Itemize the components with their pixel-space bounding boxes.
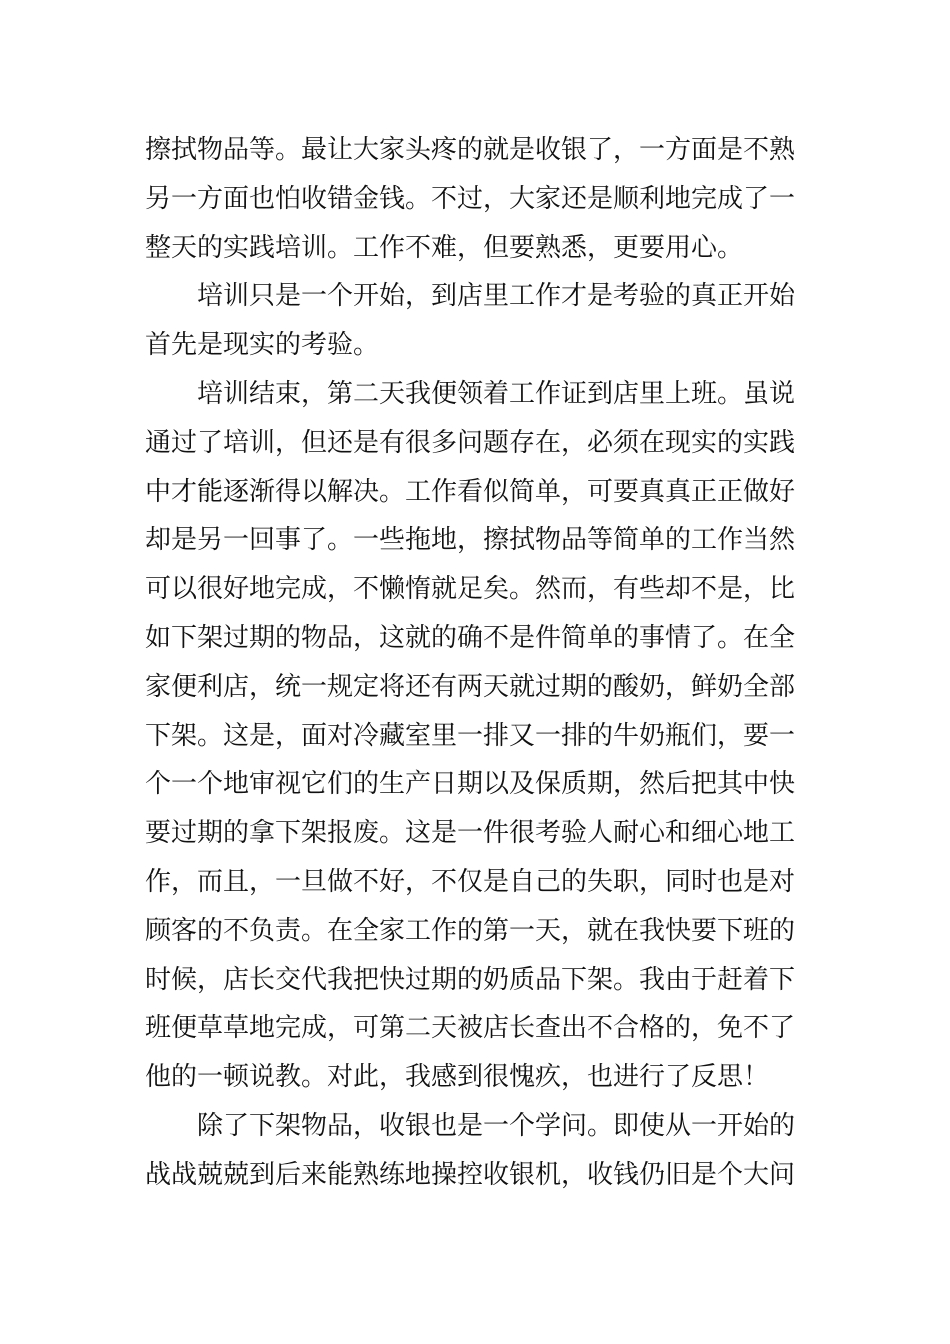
text-line: 如下架过期的物品，这就的确不是件简单的事情了。在全 — [145, 622, 796, 653]
text-line: 时候，店长交代我把快过期的奶质品下架。我由于赶着下 — [145, 964, 796, 995]
text-line: 可以很好地完成，不懒惰就足矣。然而，有些却不是，比 — [145, 574, 796, 605]
text-line: 家便利店，统一规定将还有两天就过期的酸奶，鲜奶全部 — [145, 671, 796, 702]
paragraph-start-line: 培训结束，第二天我便领着工作证到店里上班。虽说 — [197, 378, 796, 409]
text-line: 战战兢兢到后来能熟练地操控收银机，收钱仍旧是个大问 — [145, 1159, 796, 1190]
text-line: 中才能逐渐得以解决。工作看似简单，可要真真正正做好 — [145, 476, 796, 507]
text-line: 要过期的拿下架报废。这是一件很考验人耐心和细心地工 — [145, 818, 796, 849]
text-line: 通过了培训，但还是有很多问题存在，必须在现实的实践 — [145, 427, 796, 458]
text-line: 整天的实践培训。工作不难，但要熟悉，更要用心。 — [145, 232, 744, 263]
text-line: 他的一顿说教。对此，我感到很愧疚，也进行了反思！ — [145, 1062, 770, 1093]
text-line: 作，而且，一旦做不好，不仅是自己的失职，同时也是对 — [145, 866, 796, 897]
paragraph-start-line: 除了下架物品，收银也是一个学问。即使从一开始的 — [197, 1110, 796, 1141]
text-line: 个一个地审视它们的生产日期以及保质期，然后把其中快 — [145, 769, 796, 800]
text-line: 首先是现实的考验。 — [145, 330, 380, 361]
text-line: 班便草草地完成，可第二天被店长查出不合格的，免不了 — [145, 1013, 796, 1044]
document-body — [145, 126, 807, 1200]
text-line: 顾客的不负责。在全家工作的第一天，就在我快要下班的 — [145, 915, 796, 946]
paragraph-start-line: 培训只是一个开始，到店里工作才是考验的真正开始 — [197, 281, 796, 312]
text-line: 下架。这是，面对冷藏室里一排又一排的牛奶瓶们，要一 — [145, 720, 796, 751]
text-line: 却是另一回事了。一些拖地，擦拭物品等简单的工作当然 — [145, 525, 796, 556]
text-line: 另一方面也怕收错金钱。不过，大家还是顺利地完成了一 — [145, 183, 796, 214]
text-line: 擦拭物品等。最让大家头疼的就是收银了，一方面是不熟 — [145, 135, 796, 165]
